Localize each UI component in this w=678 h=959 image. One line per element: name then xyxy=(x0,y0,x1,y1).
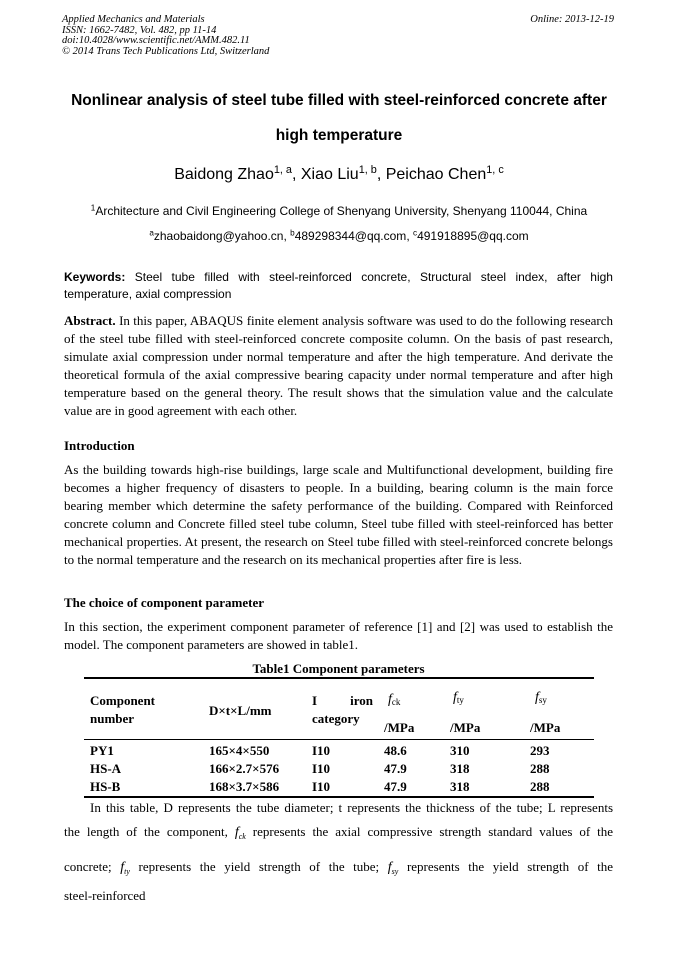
table-cell-dims: 165×4×550 xyxy=(209,743,270,758)
column-header-fty-unit: /MPa xyxy=(450,720,481,735)
introduction-text: As the building towards high-rise buildings, large scale and Multifunctional development, building fire becomes a higher frequency of disasters to people. In a building, bearing column is the main force bearing member which determine the safety performance of the building. Compared with Reinforced concrete column and Concrete filled steel tube column, Steel tube filled with steel-reinforced has better mechanical properties. At present, the research on Steel tube filled with steel-reinforced concrete belongs to the normal temperature and the research on its mechanical properties after fire is less. xyxy=(64,462,613,567)
keywords-text: Steel tube filled with steel-reinforced concrete, Structural steel index, after high temperature, axial compression xyxy=(64,270,613,301)
column-header-fsy-unit: /MPa xyxy=(530,720,561,735)
column-header-fsy: fsy xyxy=(535,690,547,705)
component-text: In this section, the experiment component parameter of reference [1] and [2] was used to establish the model. The component parameters are showed in table1. xyxy=(64,619,613,652)
table-cell-fck: 47.9 xyxy=(384,761,407,776)
affiliation: $^1$Architecture and Civil Engineering College of Shenyang University, Shenyang 110044, China xyxy=(90,203,588,218)
copyright-line: © 2014 Trans Tech Publications Ltd, Switzerland xyxy=(62,45,270,57)
table-cell-id: PY1 xyxy=(90,743,114,758)
table-cell-fsy: 293 xyxy=(530,743,550,758)
email-address[interactable]: 491918895@qq.com xyxy=(417,229,529,243)
abstract xyxy=(64,312,613,420)
author-affil-sup: 1, c xyxy=(486,164,504,177)
email-address[interactable]: 489298344@qq.com xyxy=(294,229,407,243)
table-caption: Table1 Component parameters xyxy=(252,661,425,676)
email-list: $^a$zhaobaidong@yahoo.cn, $^b$489298344@qq.com, $^c$491918895@qq.com xyxy=(149,228,529,243)
table-note-line-3: concrete; $f_{ty}$ represents the yield strength of the tube; $f_{sy}$ represents the yield strength of the xyxy=(64,859,614,876)
table-cell-fsy: 288 xyxy=(530,761,550,776)
author-name: Baidong Zhao xyxy=(174,166,274,183)
author-affil-sup: 1, a xyxy=(273,164,292,177)
abstract-text: In this paper, ABAQUS finite element analysis software was used to do the following research of the steel tube filled with steel-reinforced concrete composite column. On the basis of past research, simulate axial compression under normal temperature and after the high temperature. And derivate the theoretical formula of the axial compressive bearing capacity under normal temperature and after high temperature based on the general theory. The result shows that the simulation value and the calculate value are in good agreement with each other. xyxy=(64,313,613,418)
doi-line: doi:10.4028/www.scientific.net/AMM.482.11 xyxy=(62,35,250,46)
component-heading: The choice of component parameter xyxy=(64,595,265,610)
column-header-component: Component number xyxy=(90,693,156,726)
table-cell-fty: 318 xyxy=(450,779,470,794)
f-sy-symbol: $f_{sy}$ xyxy=(387,860,399,876)
table-note-line-2: the length of the component, $f_{ck}$ represents the axial compressive strength standard values of the xyxy=(64,824,614,841)
keywords xyxy=(64,269,613,303)
table-note-line-4: steel-reinforced xyxy=(64,888,146,903)
f-ty-symbol: $f_{ty}$ xyxy=(120,860,130,876)
keywords-label: Keywords: xyxy=(64,270,126,284)
table-cell-id: HS-B xyxy=(90,779,121,794)
abstract-label: Abstract. xyxy=(64,313,116,328)
table-cell-fck: 48.6 xyxy=(384,743,407,758)
online-date: Online: 2013-12-19 xyxy=(530,14,614,25)
table-mid-rule xyxy=(84,739,594,740)
author-name: Xiao Liu xyxy=(300,166,359,183)
column-header-dims: D×t×L/mm xyxy=(209,703,272,718)
table-bottom-rule xyxy=(84,796,594,798)
column-header-iron: I iron category xyxy=(312,693,373,726)
table-cell-id: HS-A xyxy=(90,761,122,776)
column-header-fck-unit: /MPa xyxy=(384,720,415,735)
journal-name: Applied Mechanics and Materials xyxy=(62,14,205,25)
table-note-line-1: In this table, D represents the tube diameter; t represents the thickness of the tube; L represents xyxy=(90,800,613,815)
table-cell-fty: 318 xyxy=(450,761,470,776)
table-cell-dims: 166×2.7×576 xyxy=(209,761,280,776)
author-affil-sup: 1, b xyxy=(358,164,377,177)
author-name: Peichao Chen xyxy=(385,166,487,183)
table-top-rule xyxy=(84,677,594,679)
paper-title-line-2: high temperature xyxy=(275,127,403,144)
journal-header xyxy=(62,15,269,57)
table-cell-fck: 47.9 xyxy=(384,779,407,794)
column-header-fty: fty xyxy=(453,690,464,705)
paper-title-line-1: Nonlinear analysis of steel tube filled with steel-reinforced concrete after xyxy=(71,92,607,109)
table-cell-fsy: 288 xyxy=(530,779,550,794)
table-cell-iron: I10 xyxy=(312,779,331,794)
table-cell-iron: I10 xyxy=(312,743,331,758)
author-list: Baidong Zhao$^{1, a}$, Xiao Liu$^{1, b}$, Peichao Chen$^{1, c}$ xyxy=(174,164,504,183)
table-cell-iron: I10 xyxy=(312,761,331,776)
introduction-heading: Introduction xyxy=(64,438,135,453)
email-address[interactable]: zhaobaidong@yahoo.cn xyxy=(153,229,284,243)
table-cell-dims: 168×3.7×586 xyxy=(209,779,280,794)
table-cell-fty: 310 xyxy=(450,743,470,758)
issn-line: ISSN: 1662-7482, Vol. 482, pp 11-14 xyxy=(62,24,217,36)
f-ck-symbol: $f_{ck}$ xyxy=(234,825,246,841)
column-header-fck: fck xyxy=(388,692,401,707)
